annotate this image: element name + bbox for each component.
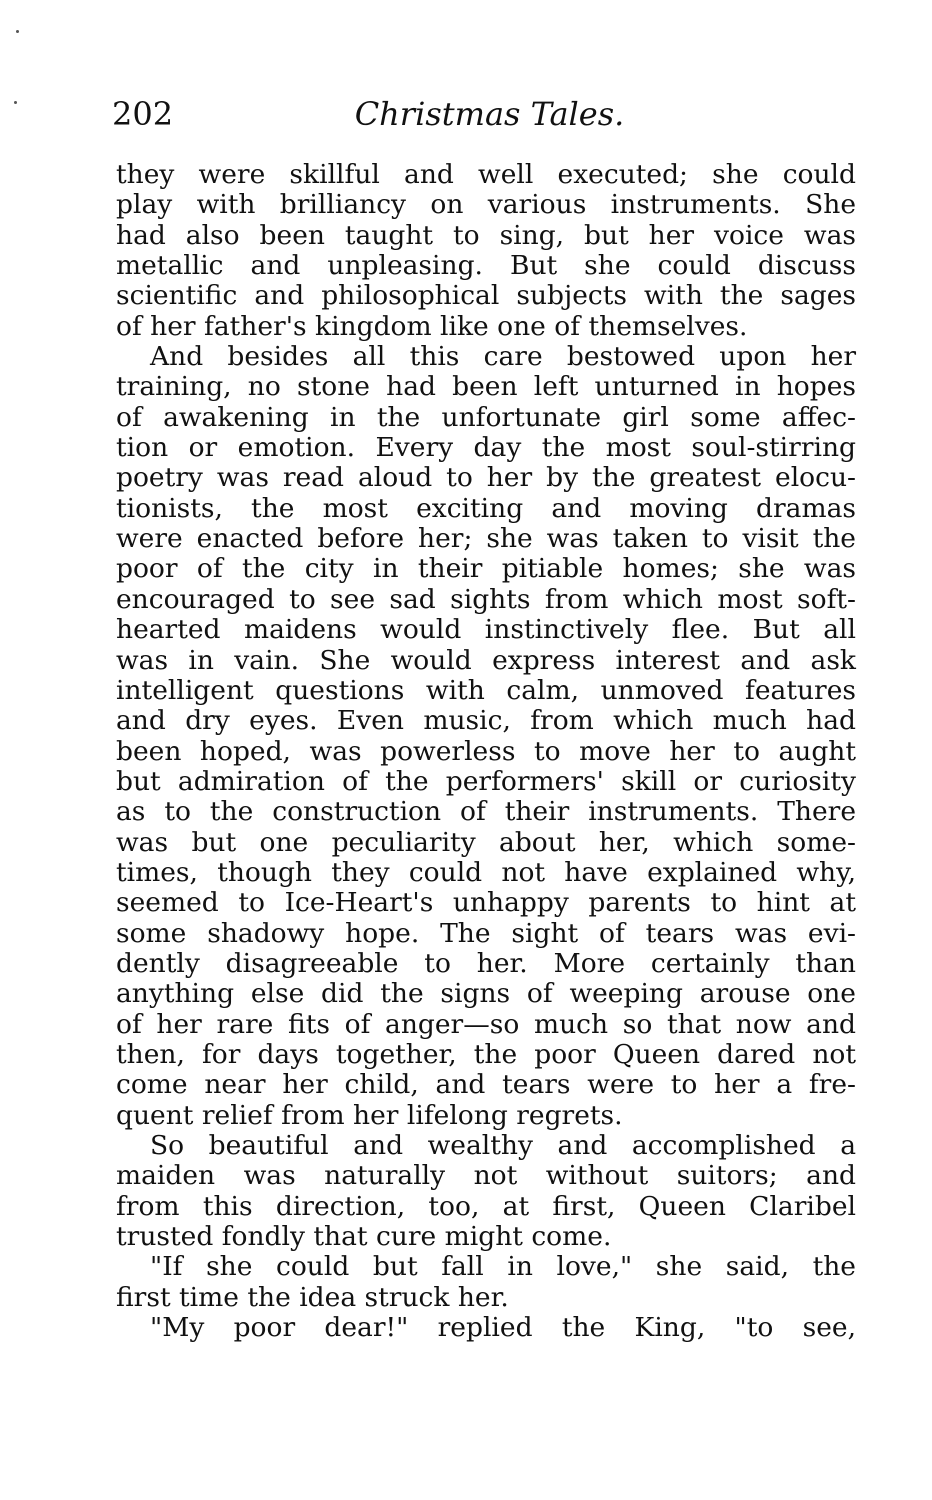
page-number: 202	[112, 95, 174, 133]
text-line: training, no stone had been left unturned in hopes	[116, 371, 856, 403]
text-line: play with brilliancy on various instruments. She	[116, 189, 856, 221]
text-line: "If she could but fall in love," she said, the	[150, 1251, 856, 1283]
text-line: encouraged to see sad sights from which most soft-	[116, 583, 856, 615]
text-line: trusted fondly that cure might come.	[116, 1221, 612, 1253]
text-line: of her rare fits of anger—so much so that now and	[116, 1008, 856, 1040]
text-line: And besides all this care bestowed upon her	[150, 341, 856, 373]
text-line: were enacted before her; she was taken to visit the	[116, 523, 856, 555]
margin-speck	[14, 101, 17, 104]
text-line: of awakening in the unfortunate girl some affec-	[116, 401, 856, 433]
page-header	[112, 92, 857, 136]
body-text	[116, 160, 856, 1343]
text-line: dently disagreeable to her. More certainly than	[116, 947, 856, 979]
text-line: and dry eyes. Even music, from which much had	[116, 705, 856, 737]
text-line: quent relief from her lifelong regrets.	[116, 1099, 623, 1131]
text-line: intelligent questions with calm, unmoved features	[116, 674, 856, 706]
text-line: was in vain. She would express interest and ask	[116, 644, 856, 676]
margin-speck	[16, 30, 19, 33]
text-line: as to the construction of their instruments. There	[116, 796, 856, 828]
text-line: hearted maidens would instinctively flee. But all	[116, 614, 856, 646]
text-line: of her father's kingdom like one of themselves.	[116, 310, 748, 342]
text-line: some shadowy hope. The sight of tears was evi-	[116, 917, 856, 949]
text-line: So beautiful and wealthy and accomplished a	[150, 1130, 856, 1161]
text-line: maiden was naturally not without suitors; and	[116, 1160, 856, 1192]
text-line: from this direction, too, at first, Queen Claribel	[116, 1190, 856, 1222]
text-line: then, for days together, the poor Queen dared not	[116, 1038, 856, 1070]
text-line: come near her child, and tears were to her a fre-	[116, 1069, 856, 1101]
text-line: had also been taught to sing, but her voice was	[116, 219, 856, 251]
text-line: scientific and philosophical subjects with the sages	[116, 280, 856, 312]
text-line: tionists, the most exciting and moving dramas	[116, 492, 856, 524]
text-line: anything else did the signs of weeping arouse one	[116, 978, 856, 1010]
text-line: poor of the city in their pitiable homes; she was	[116, 553, 856, 585]
text-line: poetry was read aloud to her by the greatest elocu-	[116, 462, 856, 494]
text-line: metallic and unpleasing. But she could discuss	[116, 250, 856, 282]
text-line: seemed to Ice-Heart's unhappy parents to hint at	[116, 887, 856, 919]
text-line: "My poor dear!" replied the King, "to see,	[150, 1312, 856, 1344]
text-line: was but one peculiarity about her, which some-	[116, 826, 856, 858]
text-line: but admiration of the performers' skill or curiosity	[116, 765, 856, 797]
text-line: tion or emotion. Every day the most soul-stirring	[116, 432, 856, 464]
text-line: first time the idea struck her.	[116, 1281, 509, 1313]
running-title: Christmas Tales.	[354, 95, 625, 133]
text-line: they were skillful and well executed; she could	[116, 159, 856, 190]
text-line: been hoped, was powerless to move her to aught	[116, 735, 856, 767]
text-line: times, though they could not have explained why,	[116, 856, 856, 888]
